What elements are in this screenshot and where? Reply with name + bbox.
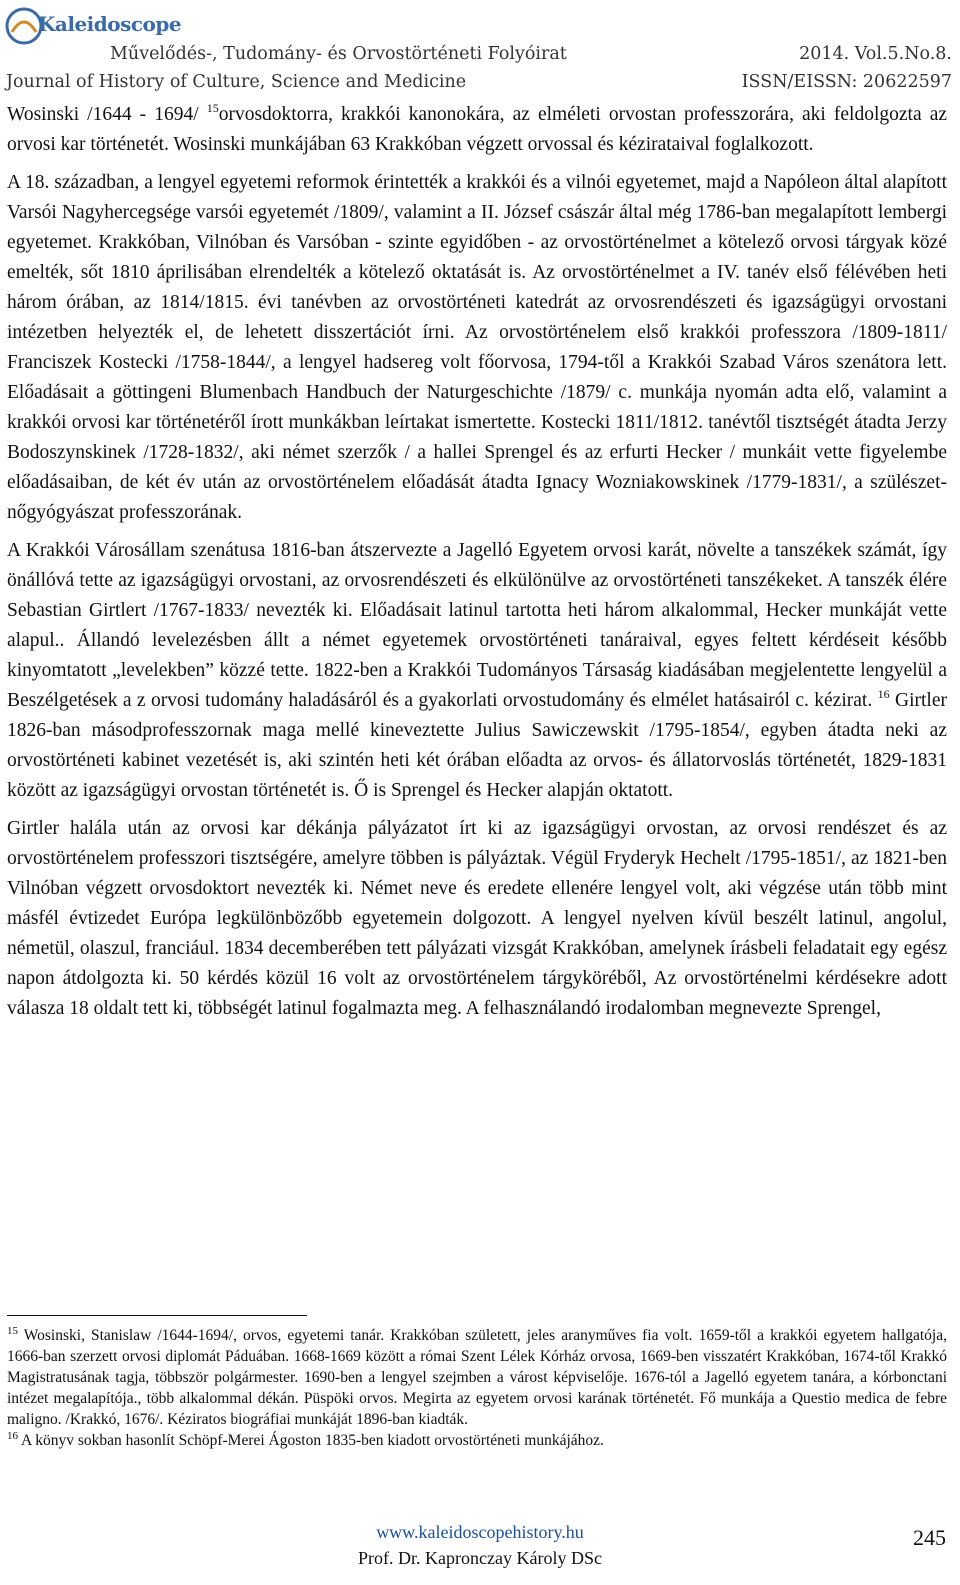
- footnote-ref-16[interactable]: 16: [877, 687, 890, 701]
- paragraph-1-text-a: Wosinski /1644 - 1694/: [7, 104, 207, 125]
- footnote-15-number: 15: [7, 1325, 18, 1337]
- paragraph-2: A 18. században, a lengyel egyetemi reformok érintették a krakkói és a vilnói egyetemet, majd a Napóleon által alapított Varsói Nagyhercegsége varsói egyetemét /1809/, valamint a II. József császár által még 1786-ban megalapított lembergi egyetemet. Krakkóban, Vilnóban és Varsóban - szinte egyidőben - az orvostörténelmet a kötelező orvosi tárgyak közé emelték, sőt 1810 áprilisában elrendelték a kötelező oktatását is. Az orvostörténelmet a IV. tanév első félévében heti három órában, az 1814/1815. évi tanévben az orvostörténeti katedrát az orvosrendészeti és igazságügyi orvostani intézetben helyezték el, de lehetett disszertációt írni. Az orvostörténelem első krakkói professzora /1809-1811/ Franciszek Kostecki /1758-1844/, a lengyel hadsereg volt főorvosa, 1794-től a Krakkói Szabad Város szenátora lett. Előadásait a göttingeni Blumenbach Handbuch der Naturgeschichte /1879/ c. munkája nyomán adta elő, valamint a krakkói orvosi kar történetéről írott munkákban leírtakat ismertette. Kostecki 1811/1812. tanévtől tisztségét átadta Jerzy Bodoszynskinek /1728-1832/, aki német szerzők / a hallei Sprengel és az erfurti Hecker / munkáit vette figyelembe előadásaiban, de két év után az orvostörténelem előadását átadta Ignacy Wozniakowskinek /1779-1831/, a szülészet-nőgyógyászat professzorának.: [7, 172, 947, 523]
- footnote-16: [7, 1430, 947, 1451]
- footnotes: [7, 1325, 947, 1451]
- journal-title-en: Journal of History of Culture, Science and Medicine: [6, 72, 467, 92]
- paragraph-3: [7, 536, 947, 806]
- footnote-16-number: 16: [7, 1430, 18, 1442]
- paragraph-3-text-a: A Krakkói Városállam szenátusa 1816-ban átszervezte a Jagelló Egyetem orvosi karát, növelte a tanszékek számát, így önállóvá tette az igazságügyi orvostani, az orvosrendészeti és elkülönülve az orvostörténeti tanszékeket. A tanszék élére Sebastian Girtlert /1767-1833/ nevezték ki. Előadásait latinul tartotta heti három alkalommal, Hecker munkáját vette alapul.. Állandó levelezésben állt a német egyetemek orvostörténeti tanáraival, egyes feltett kérdéseit később kinyomtatott „levelekben” közzé tette. 1822-ben a Krakkói Tudományos Társaság kiadásában megjelentette lengyelül a Beszélgetések a z orvosi tudomány haladásáról és a gyakorlati orvostudomány és elmélet hatásairól c. kézirat.: [7, 540, 947, 711]
- logo-text: Kaleidoscope: [38, 12, 182, 36]
- paragraph-3-text-b: Girtler 1826-ban másodprofesszornak maga mellé kineveztette Julius Sawiczewskit /1795-1854/, egyben átadta neki az orvostörténeti kabinet vezetését is, aki szintén heti két órában előadta az orvos- és állatorvoslás történetét, 1829-1831 között az igazságügyi orvostan történetét is. Ő is Sprengel és Hecker alapján oktatott.: [7, 690, 947, 801]
- footer-author: Prof. Dr. Kapronczay Károly DSc: [358, 1548, 602, 1568]
- journal-title-hu: Művelődés-, Tudomány- és Orvostörténeti Folyóirat: [110, 44, 567, 64]
- page-header: [4, 4, 952, 96]
- footer-website-link[interactable]: www.kaleidoscopehistory.hu: [376, 1522, 584, 1542]
- paragraph-1: [7, 100, 947, 160]
- issue-label: 2014. Vol.5.No.8.: [799, 44, 952, 64]
- article-body: [7, 100, 947, 1032]
- footnote-15-text: Wosinski, Stanislaw /1644-1694/, orvos, egyetemi tanár. Krakkóban született, jeles aranyműves fia volt. 1659-től a krakkói egyetem hallgatója, 1666-ban szerzett orvosi diplomát Páduában. 1668-1669 között a római Szent Lélek Kórház orvosa, 1669-ben visszatért Krakkóban, 1674-től Krakkó Magistratusának tagja, többször polgármester. 1690-ben a lengyel szejmben a várost képviselője. 1676-tól a Jagelló egyetem tanára, a kórbonctani intézet megalapítója., több alkalommal dékán. Püspöki orvos. Megirta az egyetem orvosi karának történetét. Fő munkája a Questio medica de febre maligno. /Krakkó, 1676/. Kéziratos biográfiai munkáját 1896-ban kiadták.: [7, 1327, 947, 1428]
- footnote-ref-15[interactable]: 15: [206, 101, 219, 115]
- kaleidoscope-logo: [4, 4, 182, 48]
- page-number: 245: [913, 1525, 946, 1550]
- footnote-16-text: A könyv sokban hasonlít Schöpf-Merei Ágoston 1835-ben kiadott orvostörténeti munkájához.: [18, 1432, 604, 1449]
- paragraph-1-text-b: orvosdoktorra, krakkói kanonokára, az elméleti orvostan professzorára, aki feldolgozta az orvosi kar történetét. Wosinski munkájában 63 Krakkóban végzett orvossal és kézirataival foglalkozott.: [7, 104, 948, 155]
- footnote-divider: [7, 1315, 307, 1316]
- issn-label: ISSN/EISSN: 20622597: [741, 72, 952, 92]
- paragraph-4: Girtler halála után az orvosi kar dékánja pályázatot írt ki az igazságügyi orvostan, az orvosi rendészet és az orvostörténelem professzori tisztségére, amelyre többen is pályáztak. Végül Fryderyk Hechelt /1795-1851/, az 1821-ben Vilnóban végzett orvosdoktort nevezték ki. Német neve és eredete ellenére lengyel volt, aki végzése után több mint másfél évtizedet Európa legkülönbözőbb egyetemein dolgozott. A lengyel nyelven kívül beszélt latinul, angolul, németül, olaszul, franciául. 1834 decemberében tett pályázati vizsgát Krakkóban, amelynek írásbeli feladatait egy egész napon átdolgozta ki. 50 kérdés közül 16 volt az orvostörténelem tárgyköréből, Az orvostörténelmi kérdésekre adott válasza 18 oldalt tett ki, többségét latinul fogalmazta meg. A felhasználandó irodalomban megnevezte Sprengel,: [7, 818, 947, 1019]
- footnote-15: [7, 1325, 947, 1430]
